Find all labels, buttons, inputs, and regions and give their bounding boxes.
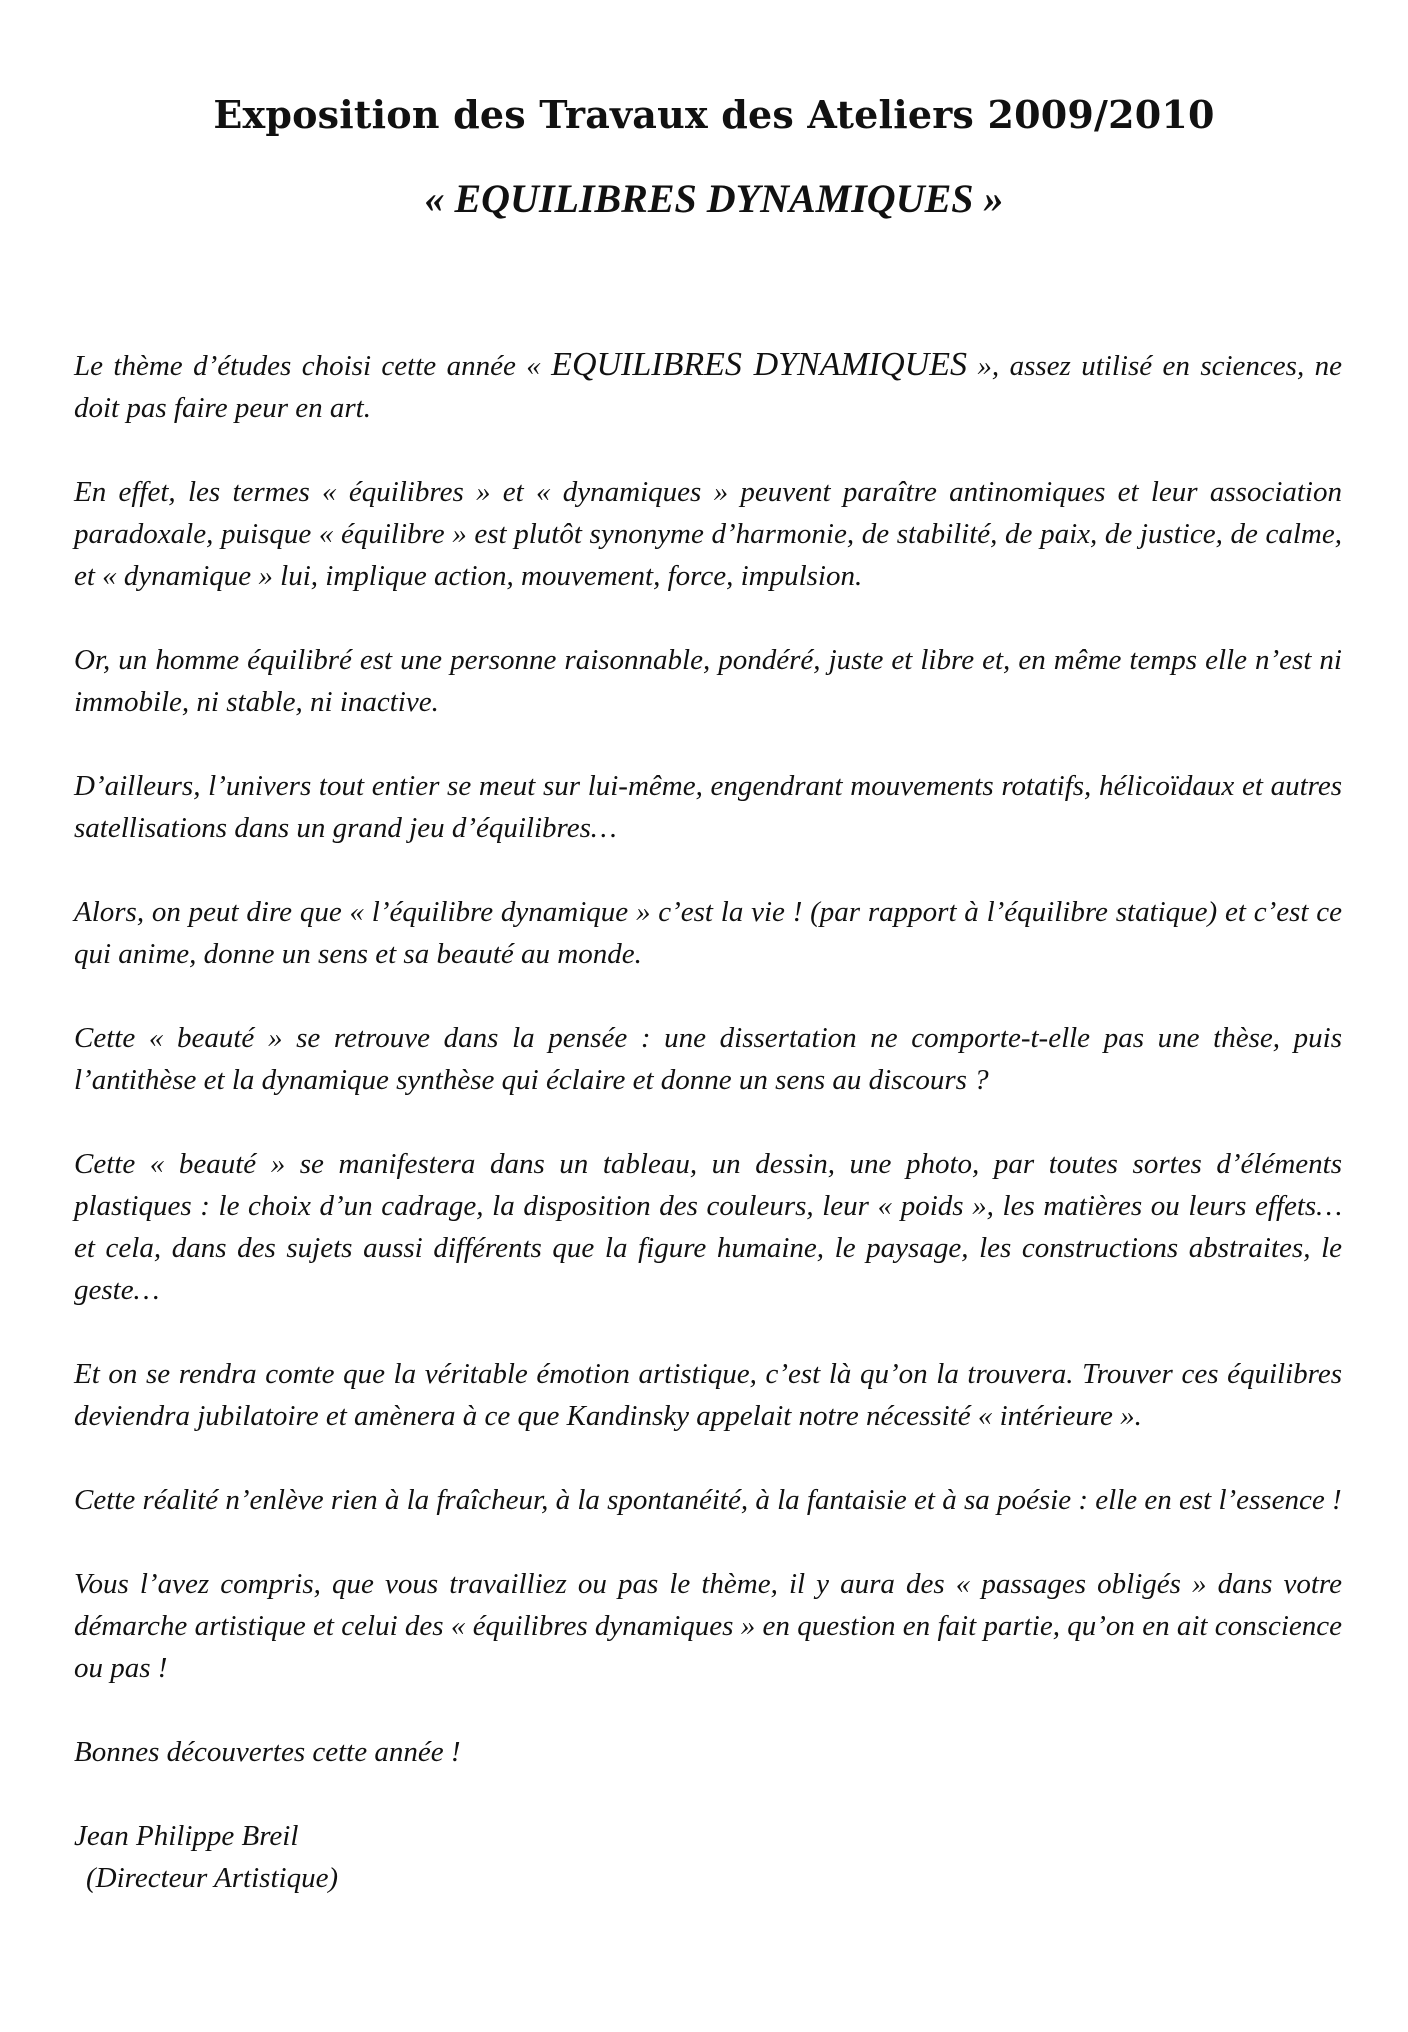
signature-role: (Directeur Artistique) <box>86 1862 339 1894</box>
signature-name: Jean Philippe Breil <box>74 1820 299 1852</box>
paragraph-7: Cette « beauté » se manifestera dans un tableau, un dessin, une photo, par toutes sortes d’éléments plastiques : le choix d’un cadrage, la disposition des couleurs, leur « poids », les matières ou leurs effets… et cela, dans des sujets aussi différents que la figure humaine, le paysage, les constructions abstraites, le geste… <box>74 1148 1342 1306</box>
paragraph-1-highlight: EQUILIBRES DYNAMIQUES <box>551 346 968 383</box>
paragraph-10: Vous l’avez compris, que vous travailliez ou pas le thème, il y aura des « passages obligés » dans votre démarche artistique et celui des « équilibres dynamiques » en question en fait partie, qu’on en ait conscience ou pas ! <box>74 1568 1342 1684</box>
paragraph-5: Alors, on peut dire que « l’équilibre dynamique » c’est la vie ! (par rapport à l’équilibre statique) et c’est ce qui anime, donne un sens et sa beauté au monde. <box>74 896 1342 970</box>
paragraph-9: Cette réalité n’enlève rien à la fraîcheur, à la spontanéité, à la fantaisie et à sa poésie : elle en est l’essence ! <box>74 1484 1342 1516</box>
paragraph-3: Or, un homme équilibré est une personne raisonnable, pondéré, juste et libre et, en même temps elle n’est ni immobile, ni stable, ni inactive. <box>74 644 1342 718</box>
document-title: Exposition des Travaux des Ateliers 2009/2010 <box>213 92 1215 137</box>
paragraph-4: D’ailleurs, l’univers tout entier se meut sur lui-même, engendrant mouvements rotatifs, hélicoïdaux et autres satellisations dans un grand jeu d’équilibres… <box>74 770 1342 844</box>
paragraph-8: Et on se rendra comte que la véritable émotion artistique, c’est là qu’on la trouvera. Trouver ces équilibres deviendra jubilatoire et amènera à ce que Kandinsky appelait notre nécessité « intérieure ». <box>74 1358 1342 1432</box>
paragraph-6: Cette « beauté » se retrouve dans la pensée : une dissertation ne comporte-t-elle pas une thèse, puis l’antithèse et la dynamique synthèse qui éclaire et donne un sens au discours ? <box>74 1022 1342 1096</box>
document-subtitle: « EQUILIBRES DYNAMIQUES » <box>424 176 1004 221</box>
paragraph-1-after: », assez utilisé en sciences, ne doit pas faire peur en art. <box>74 350 1342 424</box>
paragraph-1 <box>74 344 1342 429</box>
signature-block <box>74 1815 1342 1899</box>
closing-line: Bonnes découvertes cette année ! <box>74 1736 461 1768</box>
paragraph-1-before: Le thème d’études choisi cette année « <box>74 350 552 382</box>
paragraph-2: En effet, les termes « équilibres » et « dynamiques » peuvent paraître antinomiques et leur association paradoxale, puisque « équilibre » est plutôt synonyme d’harmonie, de stabilité, de paix, de justice, de calme, et « dynamique » lui, implique action, mouvement, force, impulsion. <box>74 476 1342 592</box>
document-body <box>74 344 1342 1899</box>
